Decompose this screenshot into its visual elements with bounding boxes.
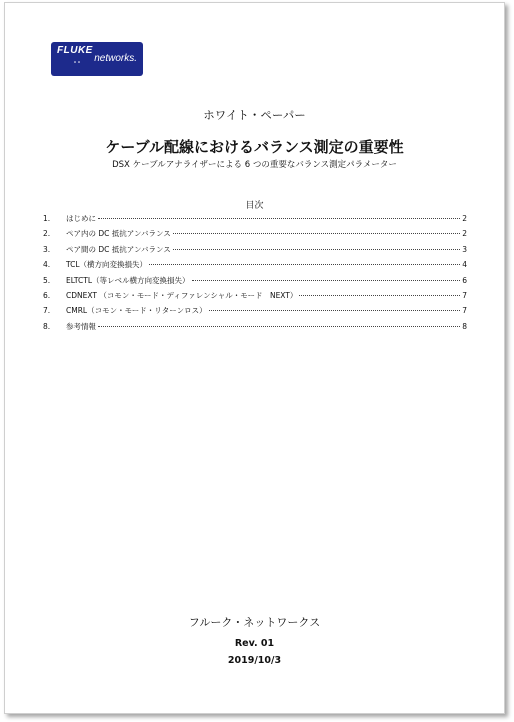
toc-entry-number: 7. (43, 306, 51, 316)
toc-leader-dots (209, 310, 461, 311)
table-of-contents (43, 213, 467, 336)
toc-heading: 目次 (245, 201, 264, 211)
toc-entry[interactable] (43, 275, 467, 290)
toc-entry-page: 7 (462, 290, 467, 300)
toc-leader-dots (173, 233, 460, 234)
toc-entry-number: 8. (43, 321, 51, 331)
toc-entry-number: 6. (43, 290, 51, 300)
toc-leader-dots (173, 249, 460, 250)
toc-entry[interactable] (43, 321, 467, 336)
toc-entry[interactable] (43, 228, 467, 243)
toc-entry-title: 参考情報 (66, 321, 96, 331)
toc-entry-title: ペア間の DC 抵抗アンバランス (66, 244, 171, 254)
logo-sub-text: networks. (94, 53, 137, 64)
toc-entry-number: 3. (43, 244, 51, 254)
logo-brand-text: FLUKE (57, 45, 93, 56)
document-page (4, 2, 505, 714)
company-name: フルーク・ネットワークス (188, 616, 321, 629)
document-subtitle: DSX ケーブルアナライザーによる 6 つの重要なバランス測定パラメーター (112, 160, 397, 170)
publication-date: 2019/10/3 (227, 655, 282, 666)
toc-entry[interactable] (43, 290, 467, 305)
toc-entry-number: 1. (43, 214, 51, 223)
document-title: ケーブル配線におけるバランス測定の重要性 (105, 138, 404, 156)
toc-entry-number: 2. (43, 229, 51, 239)
toc-leader-dots (192, 280, 461, 281)
toc-entry-title: CMRL（コモン・モード・リターンロス） (66, 306, 207, 316)
toc-leader-dots (98, 326, 460, 327)
toc-entry-title: ペア内の DC 抵抗アンバランス (66, 229, 171, 239)
fluke-networks-logo (51, 42, 143, 76)
toc-leader-dots (149, 264, 460, 265)
toc-leader-dots (299, 295, 460, 296)
toc-entry-page: 2 (462, 229, 467, 239)
toc-entry[interactable] (43, 213, 467, 228)
logo-swoosh-icon (57, 54, 97, 64)
toc-entry[interactable] (43, 259, 467, 274)
toc-entry-page: 2 (462, 214, 467, 223)
toc-entry-page: 8 (462, 321, 467, 331)
toc-entry[interactable] (43, 244, 467, 259)
toc-entry[interactable] (43, 305, 467, 320)
toc-entry-title: TCL（横方向変換損失） (66, 260, 148, 270)
toc-entry-title: ELTCTL（等レベル横方向変換損失） (66, 275, 190, 285)
toc-entry-page: 7 (462, 306, 467, 316)
document-type: ホワイト・ペーパー (203, 108, 306, 122)
toc-entry-page: 4 (462, 260, 467, 270)
revision-label: Rev. 01 (234, 638, 275, 649)
toc-entry-page: 6 (462, 275, 467, 285)
toc-entry-title: CDNEXT （コモン・モード・ディファレンシャル・モード NEXT） (66, 290, 298, 300)
toc-entry-page: 3 (462, 244, 467, 254)
toc-leader-dots (98, 218, 460, 219)
toc-entry-number: 5. (43, 275, 51, 285)
toc-entry-title: はじめに (66, 214, 96, 223)
toc-entry-number: 4. (43, 260, 51, 270)
